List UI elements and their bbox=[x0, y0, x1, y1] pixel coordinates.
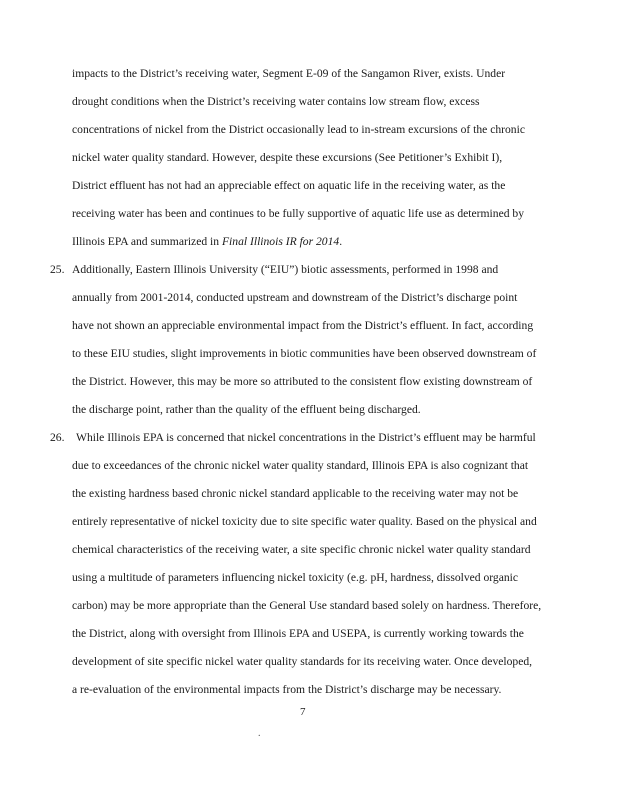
paragraph-line: carbon) may be more appropriate than the General Use standard based solely on hardness. Therefore, bbox=[72, 599, 542, 612]
paragraph-line: receiving water has been and continues to be fully supportive of aquatic life use as determined by bbox=[72, 207, 525, 220]
paragraph-line: While Illinois EPA is concerned that nickel concentrations in the District’s effluent may be harmful bbox=[76, 431, 536, 444]
paragraph-line: annually from 2001-2014, conducted upstream and downstream of the District’s discharge point bbox=[72, 291, 518, 304]
paragraph-line: using a multitude of parameters influencing nickel toxicity (e.g. pH, hardness, dissolved organic bbox=[72, 571, 519, 584]
paragraph-line: the District, along with oversight from Illinois EPA and USEPA, is currently working towards the bbox=[72, 627, 524, 640]
paragraph-line: chemical characteristics of the receiving water, a site specific chronic nickel water quality standard bbox=[72, 543, 531, 556]
paragraph-line: due to exceedances of the chronic nickel water quality standard, Illinois EPA is also cognizant that bbox=[72, 459, 529, 472]
paragraph-line: the District. However, this may be more so attributed to the consistent flow existing downstream of bbox=[72, 375, 533, 388]
paragraph-line bbox=[72, 235, 342, 249]
paragraph-line: a re-evaluation of the environmental impacts from the District’s discharge may be necessary. bbox=[72, 683, 502, 696]
paragraph-line: development of site specific nickel water quality standards for its receiving water. Once developed, bbox=[72, 655, 533, 668]
paragraph-line: entirely representative of nickel toxicity due to site specific water quality. Based on the physical and bbox=[72, 515, 537, 528]
paragraph-number: 25. bbox=[50, 263, 65, 276]
paragraph-line: have not shown an appreciable environmental impact from the District’s effluent. In fact, according bbox=[72, 319, 534, 332]
footer-mark: . bbox=[258, 728, 261, 739]
paragraph-line: to these EIU studies, slight improvements in biotic communities have been observed downstream of bbox=[72, 347, 537, 360]
page-number: 7 bbox=[300, 706, 306, 718]
paragraph-text: . bbox=[339, 235, 343, 248]
paragraph-line: drought conditions when the District’s receiving water contains low stream flow, excess bbox=[72, 95, 480, 108]
paragraph-line: Additionally, Eastern Illinois University (“EIU”) biotic assessments, performed in 1998 and bbox=[72, 263, 499, 276]
paragraph-text: Illinois EPA and summarized in bbox=[72, 235, 222, 248]
paragraph-line: the discharge point, rather than the quality of the effluent being discharged. bbox=[72, 403, 421, 416]
report-title: Final Illinois IR for 2014 bbox=[221, 235, 340, 248]
paragraph-line: the existing hardness based chronic nickel standard applicable to the receiving water may not be bbox=[72, 487, 519, 500]
paragraph-line: District effluent has not had an appreciable effect on aquatic life in the receiving water, as the bbox=[72, 179, 506, 192]
paragraph-number: 26. bbox=[50, 431, 65, 444]
paragraph-line: nickel water quality standard. However, despite these excursions (See Petitioner’s Exhibit I), bbox=[72, 151, 503, 164]
paragraph-line: concentrations of nickel from the District occasionally lead to in-stream excursions of the chronic bbox=[72, 123, 525, 136]
paragraph-line: impacts to the District’s receiving water, Segment E-09 of the Sangamon River, exists. Under bbox=[72, 67, 506, 80]
